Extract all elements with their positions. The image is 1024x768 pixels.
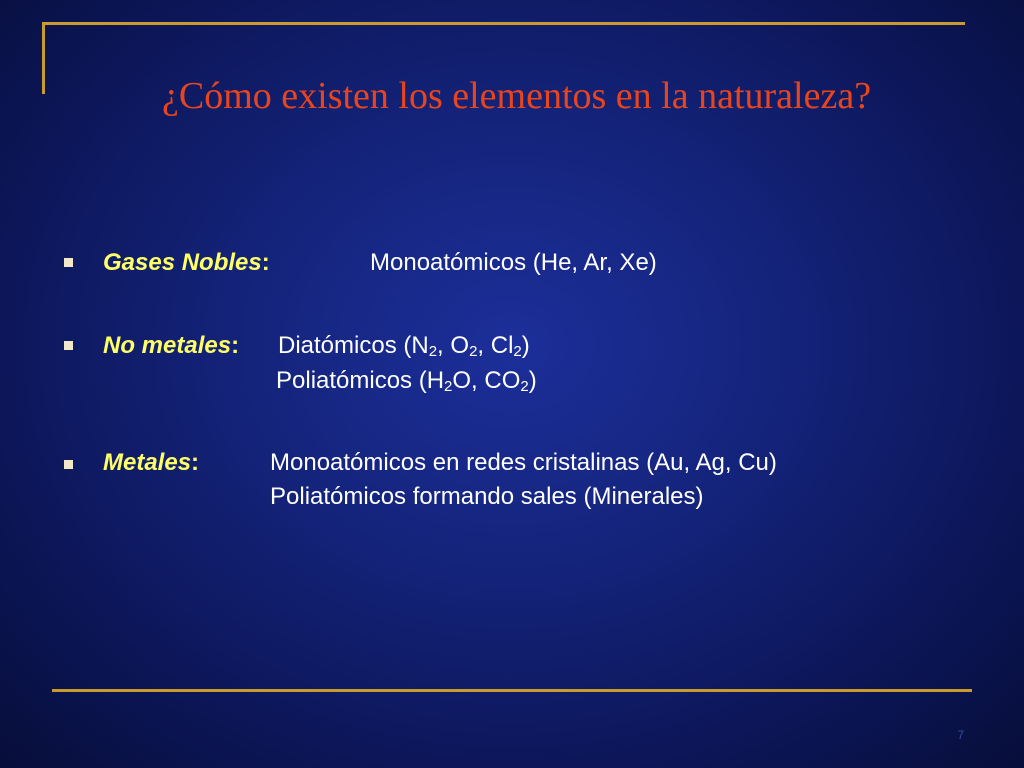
item-no-metales-line-2: Poliatómicos ($H_2O$, $CO_2$) (276, 367, 537, 395)
bullet-icon (64, 341, 73, 350)
bullet-icon (64, 460, 73, 469)
item-metales-line-1: Monoatómicos en redes cristalinas (Au, Ag, Cu) (270, 449, 777, 476)
item-metales-line-2: Poliatómicos formando sales (Minerales) (270, 483, 704, 510)
frame-left-line (42, 22, 45, 94)
item-gases-nobles-desc: Monoatómicos (He, Ar, Xe) (370, 249, 657, 276)
slide-number: 7 (957, 728, 964, 742)
item-metales-label: Metales: (103, 449, 200, 476)
slide-title: ¿Cómo existen los elementos en la naturaleza? (162, 75, 872, 117)
frame-bottom-line (52, 689, 972, 692)
item-gases-nobles-label: Gases Nobles: (103, 249, 270, 276)
bullet-icon (64, 258, 73, 267)
item-no-metales-line-1: Diatómicos ($N_2$, $O_2$, $Cl_2$) (278, 332, 530, 360)
frame-top-line (42, 22, 965, 25)
item-no-metales-label: No metales: (103, 332, 240, 359)
